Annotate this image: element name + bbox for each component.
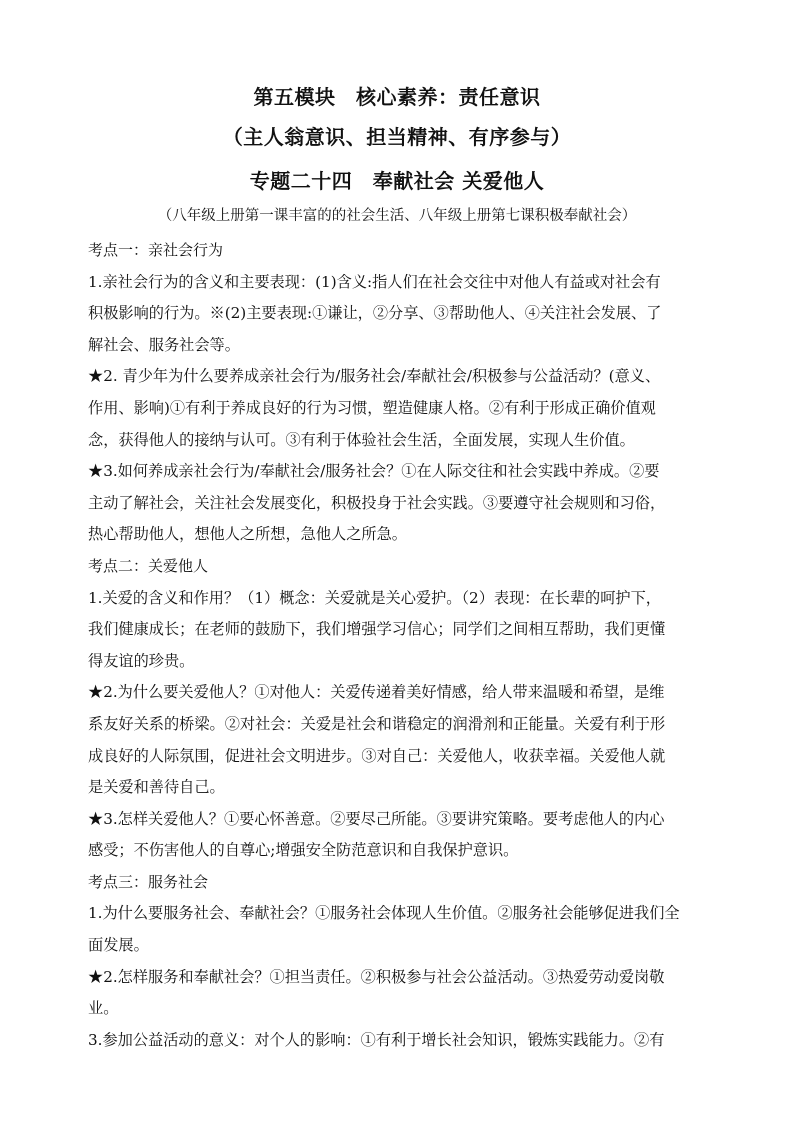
text-line: 我们健康成长；在老师的鼓励下，我们增强学习信心；同学们之间相互帮助，我们更懂 bbox=[88, 620, 666, 639]
text-line: 1.关爱的含义和作用？（1）概念：关爱就是关心爱护。（2）表现：在长辈的呵护下， bbox=[88, 588, 661, 607]
text-line: 成良好的人际氛围，促进社会文明进步。③对自己：关爱他人，收获幸福。关爱他人就 bbox=[88, 746, 666, 765]
text-line: 1.亲社会行为的含义和主要表现：(1)含义:指人们在社会交往中对他人有益或对社会有 bbox=[88, 272, 661, 291]
topic-title: 专题二十四 奉献社会 关爱他人 bbox=[249, 169, 545, 193]
text-line: 3.参加公益活动的意义：对个人的影响：①有利于增长社会知识，锻炼实践能力。②有 bbox=[88, 1030, 665, 1049]
text-line: 解社会、服务社会等。 bbox=[88, 335, 240, 354]
text-line: 得友谊的珍贵。 bbox=[88, 651, 195, 670]
text-line: 1.为什么要服务社会、奉献社会？①服务社会体现人生价值。②服务社会能够促进我们全 bbox=[88, 904, 680, 923]
text-line: ★3.如何养成亲社会行为/奉献社会/服务社会？①在人际交往和社会实践中养成。②要 bbox=[88, 462, 660, 481]
text-line: ★2. 青少年为什么要养成亲社会行为/服务社会/奉献社会/积极参与公益活动？(意义、 bbox=[88, 367, 661, 386]
module-title: 第五模块 核心素养：责任意识 bbox=[253, 85, 541, 109]
text-line: 主动了解社会，关注社会发展变化，积极投身于社会实践。③要遵守社会规则和习俗， bbox=[88, 493, 666, 512]
text-line: 感受；不伤害他人的自尊心;增强安全防范意识和自我保护意识。 bbox=[88, 841, 519, 860]
text-line: ★3.怎样关爱他人？①要心怀善意。②要尽己所能。③要讲究策略。要考虑他人的内心 bbox=[88, 809, 665, 828]
section-heading-3: 考点三：服务社会 bbox=[88, 872, 209, 891]
text-line: ★2.为什么要关爱他人？①对他人：关爱传递着美好情感，给人带来温暖和希望，是维 bbox=[88, 683, 665, 702]
text-line: 念，获得他人的接纳与认可。③有利于体验社会生活，全面发展，实现人生价值。 bbox=[88, 430, 635, 449]
text-line: 系友好关系的桥梁。②对社会：关爱是社会和谐稳定的润滑剂和正能量。关爱有利于形 bbox=[88, 714, 666, 733]
text-line: ★2.怎样服务和奉献社会？①担当责任。②积极参与社会公益活动。③热爱劳动爱岗敬 bbox=[88, 967, 665, 986]
text-line: 积极影响的行为。※(2)主要表现:①谦让，②分享、③帮助他人、④关注社会发展、了 bbox=[88, 304, 662, 323]
text-line: 面发展。 bbox=[88, 936, 149, 955]
section-heading-1: 考点一：亲社会行为 bbox=[88, 241, 224, 259]
text-line: 热心帮助他人，想他人之所想，急他人之所急。 bbox=[88, 525, 407, 544]
document-body bbox=[88, 235, 710, 1056]
source-note: （八年级上册第一课丰富的的社会生活、八年级上册第七课积极奉献社会） bbox=[157, 208, 637, 224]
text-line: 业。 bbox=[88, 999, 119, 1018]
text-line: 作用、影响)①有利于养成良好的行为习惯，塑造健康人格。②有利于形成正确价值观 bbox=[88, 398, 656, 417]
section-heading-2: 考点二：关爱他人 bbox=[88, 556, 209, 575]
text-line: 是关爱和善待自己。 bbox=[88, 778, 225, 797]
module-subtitle: （主人翁意识、担当精神、有序参与） bbox=[222, 125, 572, 149]
